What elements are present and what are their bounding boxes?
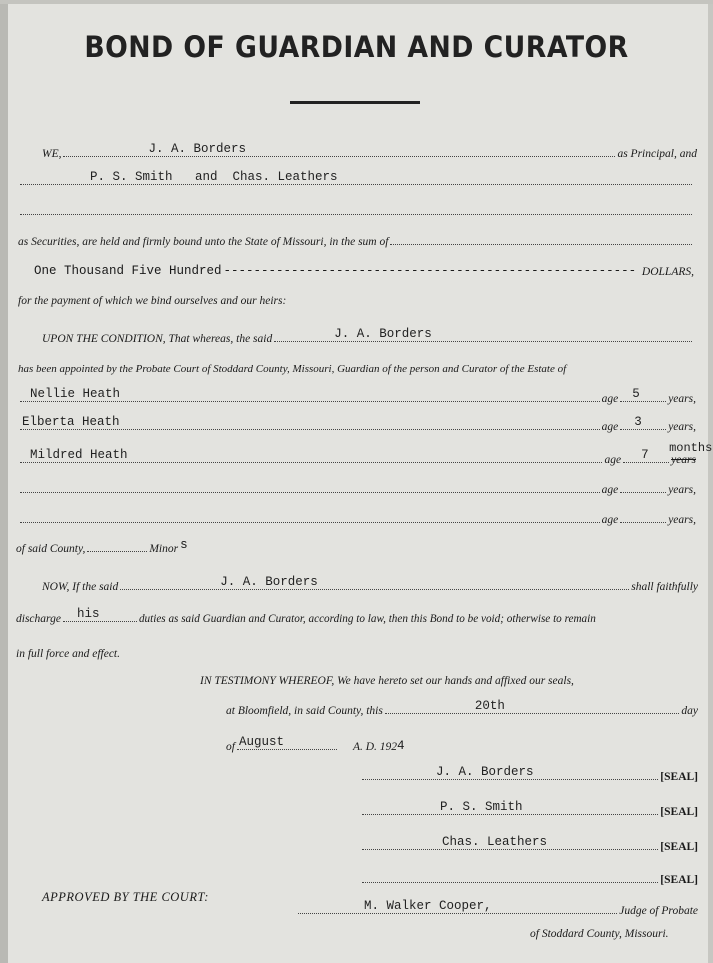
principal-name: J. A. Borders (148, 142, 247, 156)
ad-label: A. D. 192 (352, 741, 398, 753)
month-value: August (238, 735, 284, 749)
seal-label: [SEAL] (660, 874, 698, 886)
age-label: age (604, 454, 622, 466)
full-force-text: in full force and effect. (16, 648, 121, 660)
signature-name: J. A. Borders (436, 765, 534, 779)
discharge-pronoun: his (76, 607, 100, 621)
seal-label: [SEAL] (660, 771, 698, 783)
appointed-line (18, 355, 698, 375)
blank-line (18, 198, 694, 218)
now-suffix: shall faithfully (631, 581, 698, 593)
age-unit-correction: months (669, 441, 713, 455)
now-prefix: NOW, If the said (42, 581, 119, 593)
principal-line (42, 140, 697, 160)
ward-row (18, 413, 696, 433)
securities-names: P. S. Smith and Chas. Leathers (90, 170, 338, 184)
now-name: J. A. Borders (220, 575, 318, 589)
age-label: age (601, 393, 619, 405)
signature-row (360, 866, 698, 886)
year-digit: 4 (397, 739, 405, 753)
discharge-prefix: discharge (16, 613, 61, 625)
ward-name: Mildred Heath (30, 448, 128, 462)
age-unit: years, (668, 421, 696, 433)
seal-label: [SEAL] (660, 841, 698, 853)
ward-row (18, 441, 713, 466)
approved-text: APPROVED BY THE COURT: (42, 890, 209, 904)
age-unit: years, (668, 514, 696, 526)
age-label: age (601, 484, 619, 496)
securities-names-line (18, 168, 694, 188)
securities-text: as Securities, are held and firmly bound unto the State of Missouri, in the sum of (18, 236, 389, 248)
day-value: 20th (474, 699, 505, 713)
ward-name: Elberta Heath (22, 415, 120, 429)
county-line (16, 535, 246, 555)
ward-row (18, 476, 696, 496)
condition-line (42, 325, 694, 345)
signature-row (360, 763, 698, 783)
condition-prefix: UPON THE CONDITION, That whereas, the said (42, 333, 273, 345)
ward-name: Nellie Heath (30, 387, 121, 401)
ward-age: 5 (632, 387, 640, 401)
age-label: age (601, 421, 619, 433)
principal-prefix: WE, (42, 148, 62, 160)
judge-title: Judge of Probate (619, 905, 698, 917)
age-label: age (601, 514, 619, 526)
place-prefix: at Bloomfield, in said County, this (226, 705, 383, 717)
condition-name: J. A. Borders (334, 327, 432, 341)
left-border (0, 0, 8, 963)
payment-text: for the payment of which we bind ourselves and our heirs: (18, 295, 287, 307)
discharge-suffix: duties as said Guardian and Curator, according to law, then this Bond to be void; otherwise to remain (138, 613, 596, 625)
age-unit: years (671, 454, 696, 466)
judge-name: M. Walker Cooper, (364, 899, 492, 913)
date-line (226, 733, 476, 753)
principal-suffix: as Principal, and (617, 148, 697, 160)
full-force-line (16, 640, 316, 660)
sum-dashes: ------------------------------------------------------- (223, 264, 637, 278)
testimony-line (200, 667, 698, 687)
judge-county-line (530, 920, 700, 940)
county-prefix: of said County, (16, 543, 86, 555)
ward-age: 3 (634, 415, 642, 429)
signature-name: Chas. Leathers (442, 835, 548, 849)
right-border (708, 0, 713, 963)
approved-line (42, 885, 282, 905)
ward-row (18, 385, 696, 405)
top-border (0, 0, 713, 4)
now-line (42, 573, 698, 593)
seal-label: [SEAL] (660, 806, 698, 818)
place-suffix: day (681, 705, 698, 717)
document-title: BOND OF GUARDIAN AND CURATOR (84, 30, 629, 64)
testimony-text: IN TESTIMONY WHEREOF, We have hereto set our hands and affixed our seals, (200, 675, 574, 687)
age-unit: years, (668, 484, 696, 496)
minor-word: Minor (149, 543, 179, 555)
signature-row (360, 798, 698, 818)
age-unit: years, (668, 393, 696, 405)
ward-age: 7 (641, 448, 649, 462)
ward-row (18, 506, 696, 526)
payment-line (18, 287, 694, 307)
sum-words: One Thousand Five Hundred (34, 264, 222, 278)
securities-text-line (18, 228, 694, 248)
signature-row (360, 833, 698, 853)
discharge-line (16, 605, 700, 625)
month-prefix: of (226, 741, 235, 753)
age-unit-cell (669, 441, 713, 466)
minor-plural: s (180, 538, 188, 552)
dollars-label: DOLLARS, (641, 266, 694, 278)
title-rule (290, 101, 420, 104)
signature-name: P. S. Smith (440, 800, 523, 814)
appointed-text: has been appointed by the Probate Court of Stoddard County, Missouri, Guardian of the person and Curator of the Estate of (18, 363, 567, 375)
place-line (226, 697, 698, 717)
judge-county: of Stoddard County, Missouri. (530, 928, 669, 940)
judge-line (296, 897, 698, 917)
sum-line (18, 258, 694, 278)
